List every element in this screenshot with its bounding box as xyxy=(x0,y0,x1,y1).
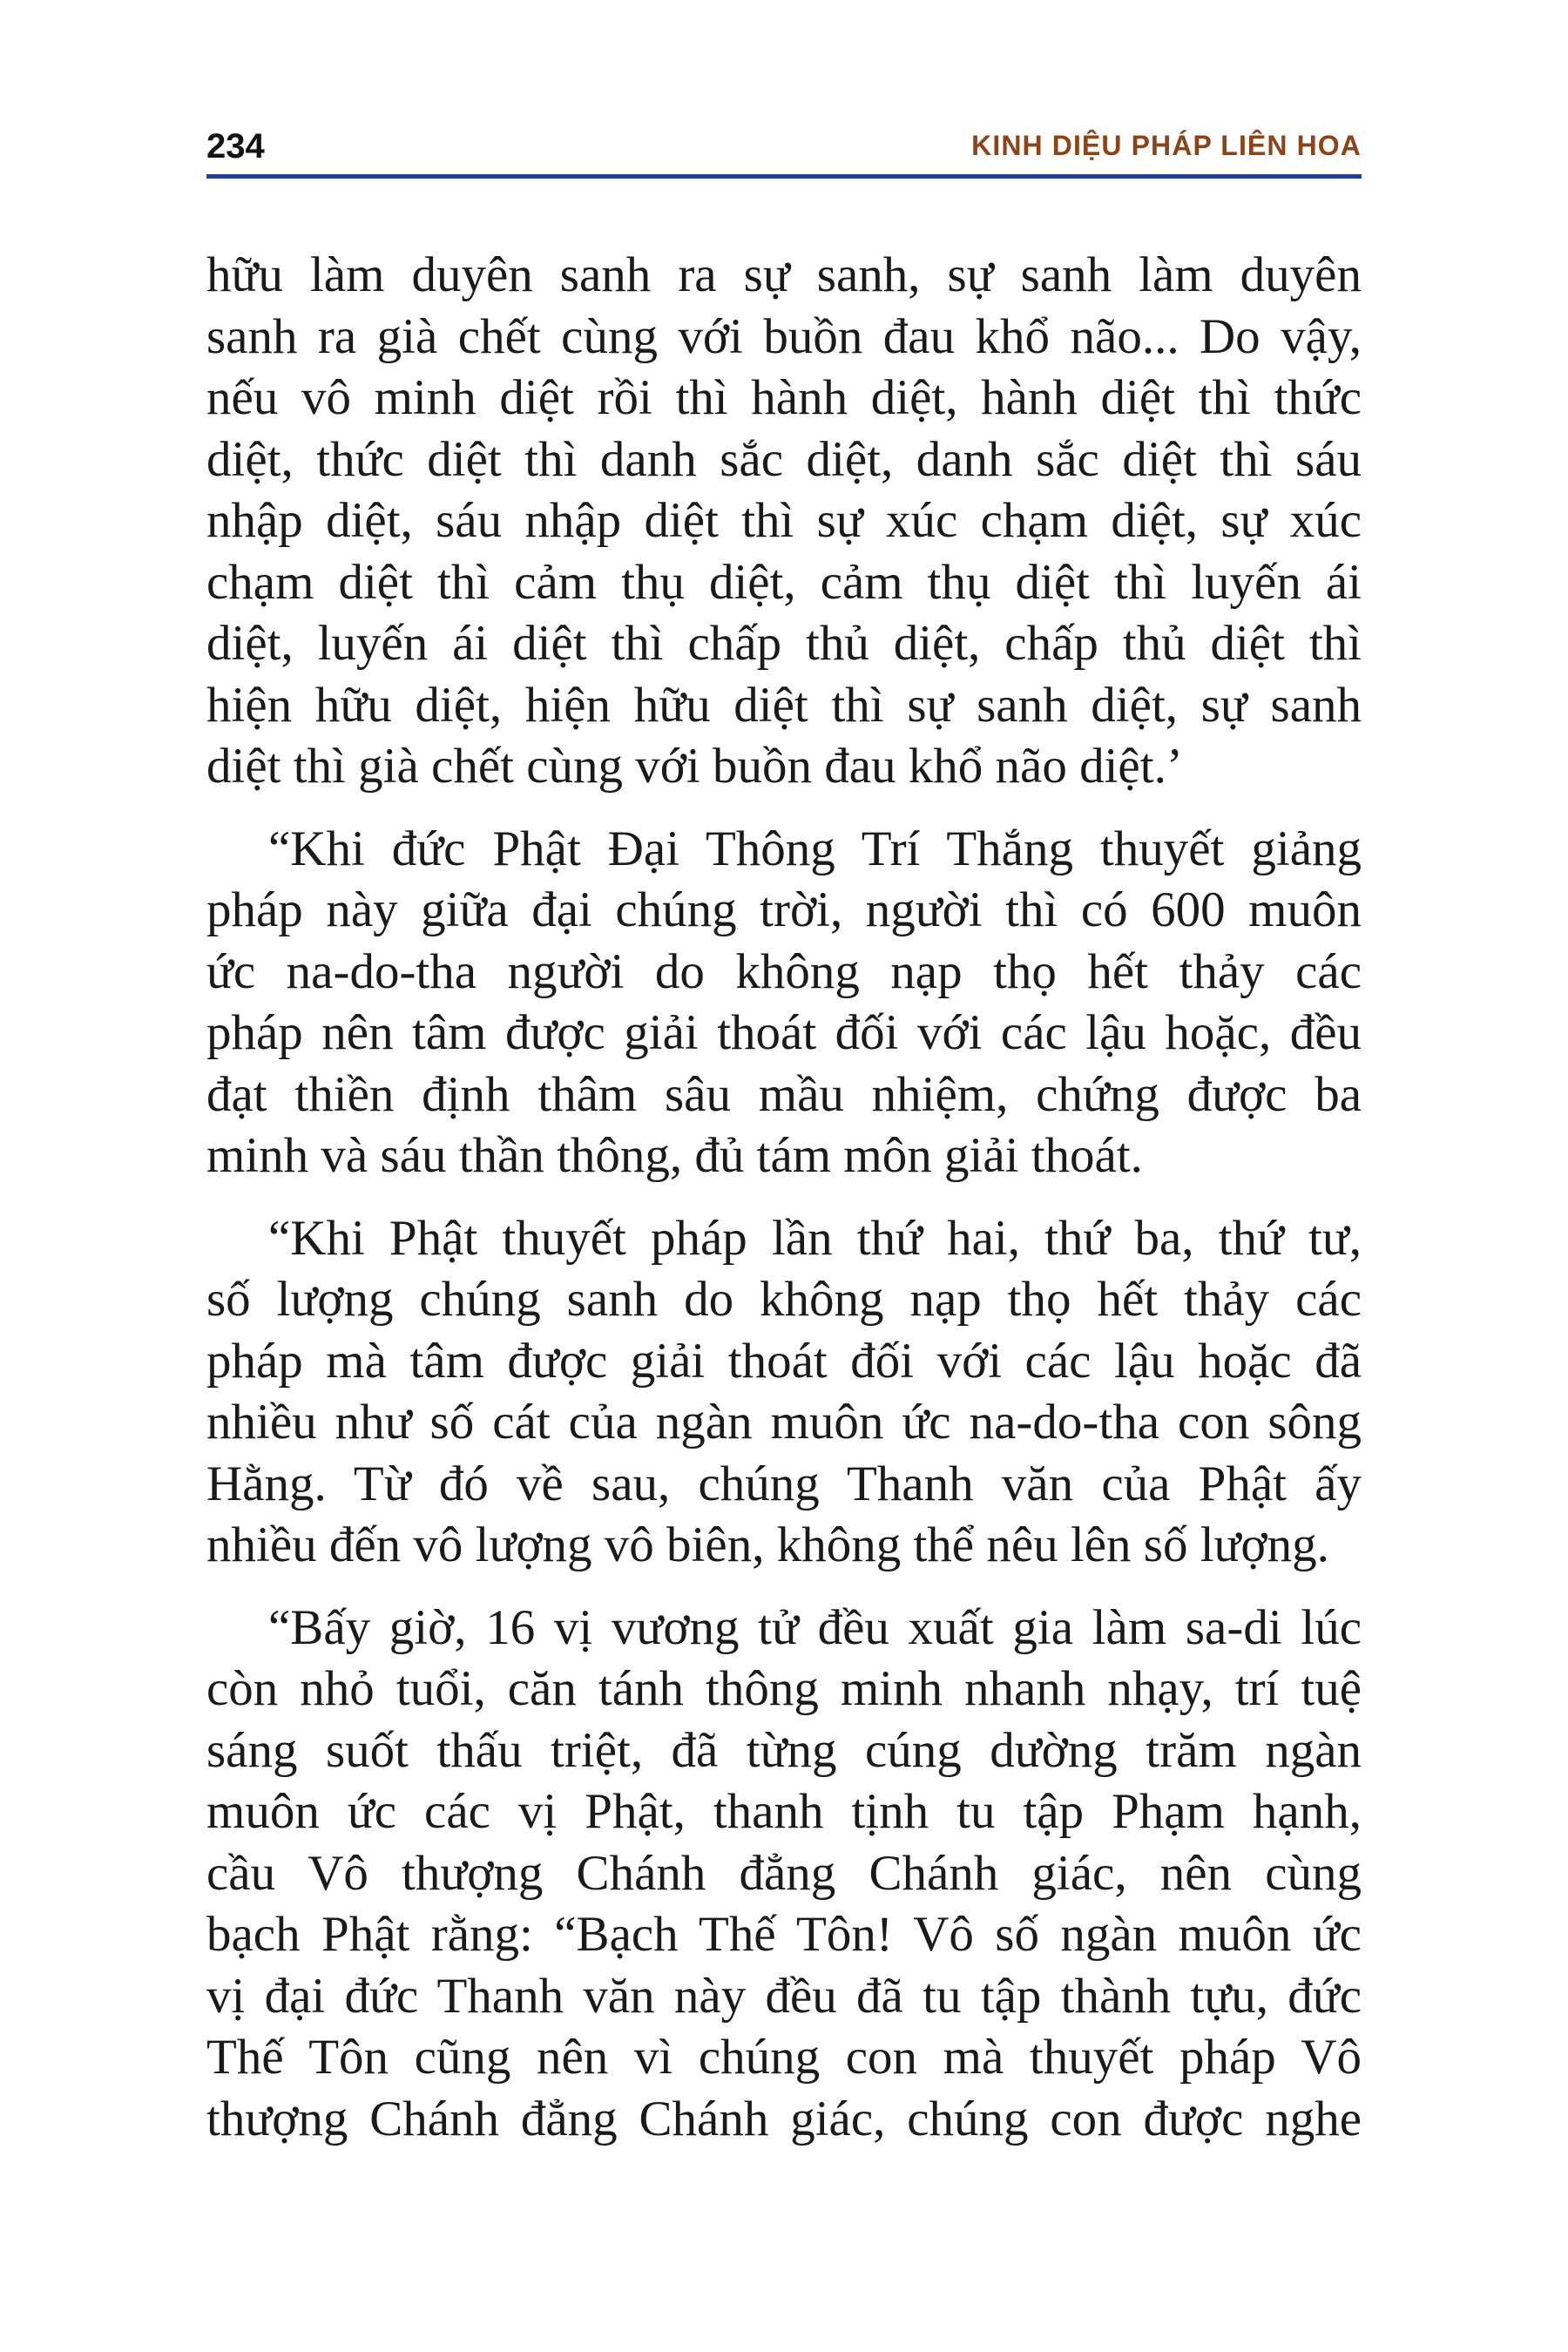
text-line: pháp này giữa đại chúng trời, người thì có 600 muôn xyxy=(206,882,1362,937)
text-line: sáng suốt thấu triệt, đã từng cúng dường trăm ngàn xyxy=(206,1722,1362,1778)
text-line: còn nhỏ tuổi, căn tánh thông minh nhanh nhạy, trí tuệ xyxy=(206,1661,1362,1716)
body-text xyxy=(206,245,1362,2150)
page-number: 234 xyxy=(206,127,265,166)
text-line: số lượng chúng sanh do không nạp thọ hết thảy các xyxy=(206,1272,1362,1327)
text-line: sanh ra già chết cùng với buồn đau khổ não... Do vậy, xyxy=(206,308,1362,364)
text-line: hữu làm duyên sanh ra sự sanh, sự sanh làm duyên xyxy=(206,247,1362,302)
text-line: hiện hữu diệt, hiện hữu diệt thì sự sanh diệt, sự sanh xyxy=(206,677,1362,733)
text-line: “Khi Phật thuyết pháp lần thứ hai, thứ ba, thứ tư, xyxy=(268,1210,1362,1266)
text-line: nhiều như số cát của ngàn muôn ức na-do-tha con sông xyxy=(206,1395,1362,1450)
text-line: “Khi đức Phật Đại Thông Trí Thắng thuyết giảng xyxy=(268,821,1362,876)
text-line: nếu vô minh diệt rồi thì hành diệt, hành diệt thì thức xyxy=(206,370,1362,425)
text-line: thượng Chánh đẳng Chánh giác, chúng con được nghe xyxy=(206,2091,1362,2146)
text-line: diệt thì già chết cùng với buồn đau khổ não diệt.’ xyxy=(206,739,1183,794)
paragraph-4 xyxy=(206,1598,1362,2151)
text-line: Hằng. Từ đó về sau, chúng Thanh văn của Phật ấy xyxy=(206,1456,1362,1511)
text-line: ức na-do-tha người do không nạp thọ hết thảy các xyxy=(206,943,1362,999)
text-line: cầu Vô thượng Chánh đẳng Chánh giác, nên cùng xyxy=(206,1845,1362,1901)
text-line: diệt, luyến ái diệt thì chấp thủ diệt, chấp thủ diệt thì xyxy=(206,616,1362,671)
paragraph-2 xyxy=(206,819,1362,1187)
paragraph-3 xyxy=(206,1208,1362,1577)
header-rule xyxy=(206,174,1362,179)
text-line: bạch Phật rằng: “Bạch Thế Tôn! Vô số ngàn muôn ức xyxy=(206,1907,1362,1962)
text-line: muôn ức các vị Phật, thanh tịnh tu tập Phạm hạnh, xyxy=(206,1784,1362,1839)
text-line: chạm diệt thì cảm thụ diệt, cảm thụ diệt thì luyến ái xyxy=(206,554,1362,610)
text-line: nhiều đến vô lượng vô biên, không thể nêu lên số lượng. xyxy=(206,1517,1329,1572)
text-line: vị đại đức Thanh văn này đều đã tu tập thành tựu, đức xyxy=(206,1968,1362,2024)
text-line: pháp nên tâm được giải thoát đối với các lậu hoặc, đều xyxy=(206,1005,1362,1060)
running-title: KINH DIỆU PHÁP LIÊN HOA xyxy=(971,130,1362,161)
text-line: pháp mà tâm được giải thoát đối với các lậu hoặc đã xyxy=(206,1333,1362,1389)
paragraph-1 xyxy=(206,245,1362,798)
text-line: minh và sáu thần thông, đủ tám môn giải thoát. xyxy=(206,1128,1143,1183)
text-line: diệt, thức diệt thì danh sắc diệt, danh sắc diệt thì sáu xyxy=(206,431,1362,487)
text-line: Thế Tôn cũng nên vì chúng con mà thuyết pháp Vô xyxy=(206,2030,1362,2085)
text-line: nhập diệt, sáu nhập diệt thì sự xúc chạm diệt, sự xúc xyxy=(206,493,1362,548)
text-line: đạt thiền định thâm sâu mầu nhiệm, chứng được ba xyxy=(206,1066,1362,1122)
text-line: “Bấy giờ, 16 vị vương tử đều xuất gia làm sa-di lúc xyxy=(268,1599,1362,1655)
